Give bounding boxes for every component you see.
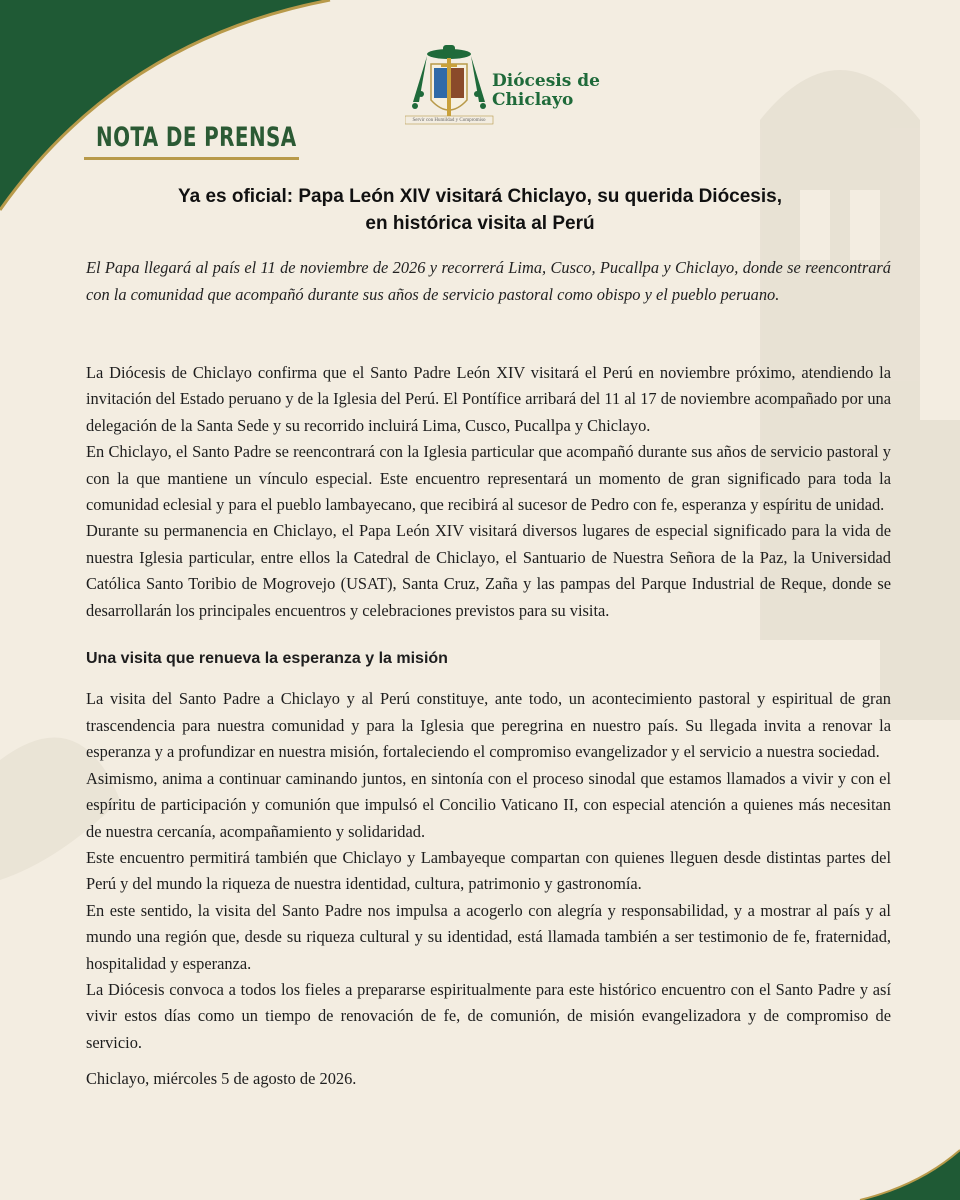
- body-paragraph-1: La Diócesis de Chiclayo confirma que el Santo Padre León XIV visitará el Perú en noviembre próximo, atendiendo la invitación del Estado peruano y de la Iglesia del Perú. El Pontífice arribará del 11 al 17 de noviembre acompañado por una delegación de la Santa Sede y su recorrido incluirá Lima, Cusco, Pucallpa y Chiclayo.: [86, 363, 891, 435]
- body-paragraph-5: Asimismo, anima a continuar caminando juntos, en sintonía con el proceso sinodal que estamos llamados a vivir y con el espíritu de participación y comunión que impulsó el Concilio Vaticano II, con especial atención a quienes más necesitan de nuestra cercanía, acompañamiento y solidaridad.: [86, 768, 891, 841]
- body-paragraph-3: Durante su permanencia en Chiclayo, el Papa León XIV visitará diversos lugares de especial significado para la vida de nuestra Iglesia particular, entre ellos la Catedral de Chiclayo, el Santuario de Nuestra Señora de la Paz, la Universidad Católica Santo Toribio de Mogrovejo (USAT), Santa Cruz, Zaña y las pampas del Parque Industrial de Reque, donde se desarrollarán los principales encuentros y celebraciones previstos para su visita.: [86, 521, 891, 620]
- corner-swoosh-bottom-right: [860, 1150, 960, 1200]
- press-release-label: NOTA DE PRENSA: [96, 122, 297, 153]
- signoff-date: Chiclayo, miércoles 5 de agosto de 2026.: [86, 1069, 357, 1089]
- article-body: [86, 360, 891, 1093]
- body-paragraph-6: Este encuentro permitirá también que Chiclayo y Lambayeque compartan con quienes lleguen desde distintas partes del Perú y del mundo la riqueza de nuestra identidad, cultura, patrimonio y gastronomía.: [86, 847, 891, 894]
- body-paragraph-4: La visita del Santo Padre a Chiclayo y al Perú constituye, ante todo, un acontecimiento pastoral y espiritual de gran trascendencia para nuestra comunidad y para la Iglesia que peregrina en nuestro país. Su llegada invita a renovar la esperanza y a profundizar en nuestra misión, fortaleciendo el compromiso evangelizador y el servicio a nuestra sociedad.: [86, 689, 891, 762]
- section-subheading: Una visita que renueva la esperanza y la misión: [86, 650, 448, 668]
- press-label-underline: [84, 157, 299, 160]
- logo-line-1: Diócesis de: [492, 71, 600, 91]
- headline-line-2: en histórica visita al Perú: [365, 213, 595, 234]
- headline: [150, 183, 810, 237]
- body-paragraph-2: En Chiclayo, el Santo Padre se reencontrará con la Iglesia particular que acompañó durante sus años de servicio pastoral y con la que mantiene un vínculo especial. Este encuentro representará un momento de gran significado para toda la comunidad eclesial y para el pueblo lambayecano, que recibirá al sucesor de Pedro con fe, esperanza y espíritu de unidad.: [86, 442, 891, 515]
- logo-motto: Servir con Humildad y Compromiso: [412, 118, 486, 123]
- headline-line-1: Ya es oficial: Papa León XIV visitará Chiclayo, su querida Diócesis,: [177, 186, 782, 207]
- body-paragraph-7: En este sentido, la visita del Santo Padre nos impulsa a acogerlo con alegría y responsabilidad, y a mostrar al país y al mundo una región que, desde su riqueza cultural y su identidad, está llamada también a ser testimonio de fe, fraternidad, hospitalidad y esperanza.: [86, 900, 891, 973]
- body-paragraph-8: La Diócesis convoca a todos los fieles a prepararse espiritualmente para este histórico encuentro con el Santo Padre y así vivir estos días como un tiempo de renovación de fe, de comunión, de misión evangelizadora y de compromiso de servicio.: [86, 979, 891, 1052]
- corner-swoosh-top-left: [0, 0, 330, 210]
- shield-icon: [431, 58, 467, 118]
- logo-line-2: Chiclayo: [492, 90, 574, 110]
- lede-paragraph: El Papa llegará al país el 11 de noviembre de 2026 y recorrerá Lima, Cusco, Pucallpa y Chiclayo, donde se reencontrará con la comunidad que acompañó durante sus años de servicio pastoral como obispo y el pueblo peruano.: [86, 258, 891, 304]
- diocese-logo-text: [492, 72, 600, 110]
